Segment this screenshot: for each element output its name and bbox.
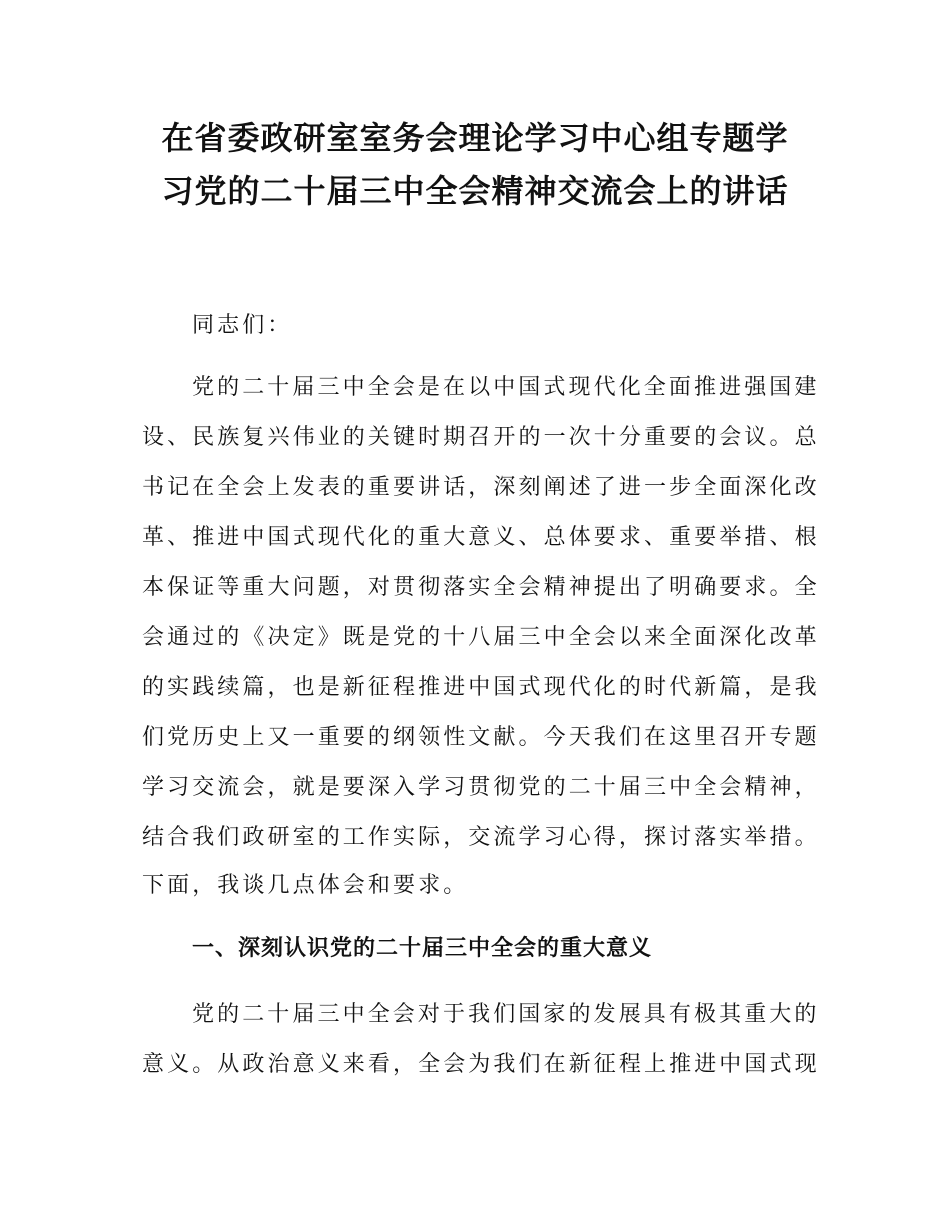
paragraph-line: 的实践续篇，也是新征程推进中国式现代化的时代新篇，是我 <box>142 675 820 700</box>
paragraph-line: 革、推进中国式现代化的重大意义、总体要求、重要举措、根 <box>142 525 820 550</box>
section-heading: 一、深刻认识党的二十届三中全会的重大意义 <box>192 936 653 961</box>
title-line-1: 在省委政研室室务会理论学习中心组专题学 <box>161 119 789 157</box>
paragraph-line: 结合我们政研室的工作实际，交流学习心得，探讨落实举措。 <box>142 825 820 850</box>
paragraph-line: 党的二十届三中全会对于我们国家的发展具有极其重大的 <box>192 1002 820 1027</box>
document-title <box>140 112 810 218</box>
paragraph-line: 下面，我谈几点体会和要求。 <box>142 873 469 898</box>
paragraph-line: 们党历史上又一重要的纲领性文献。今天我们在这里召开专题 <box>142 725 820 750</box>
title-line-2: 习党的二十届三中全会精神交流会上的讲话 <box>161 172 789 210</box>
paragraph-line: 学习交流会，就是要深入学习贯彻党的二十届三中全会精神， <box>142 775 820 800</box>
paragraph-line: 设、民族复兴伟业的关键时期召开的一次十分重要的会议。总 <box>142 425 820 450</box>
paragraph-line: 书记在全会上发表的重要讲话，深刻阐述了进一步全面深化改 <box>142 475 820 500</box>
paragraph-line: 会通过的《决定》既是党的十八届三中全会以来全面深化改革 <box>142 625 820 650</box>
paragraph-line: 意义。从政治意义来看，全会为我们在新征程上推进中国式现 <box>142 1052 820 1077</box>
paragraph-line: 本保证等重大问题，对贯彻落实全会精神提出了明确要求。全 <box>142 575 820 600</box>
salutation: 同志们： <box>192 313 293 338</box>
paragraph-line: 党的二十届三中全会是在以中国式现代化全面推进强国建 <box>192 375 820 400</box>
